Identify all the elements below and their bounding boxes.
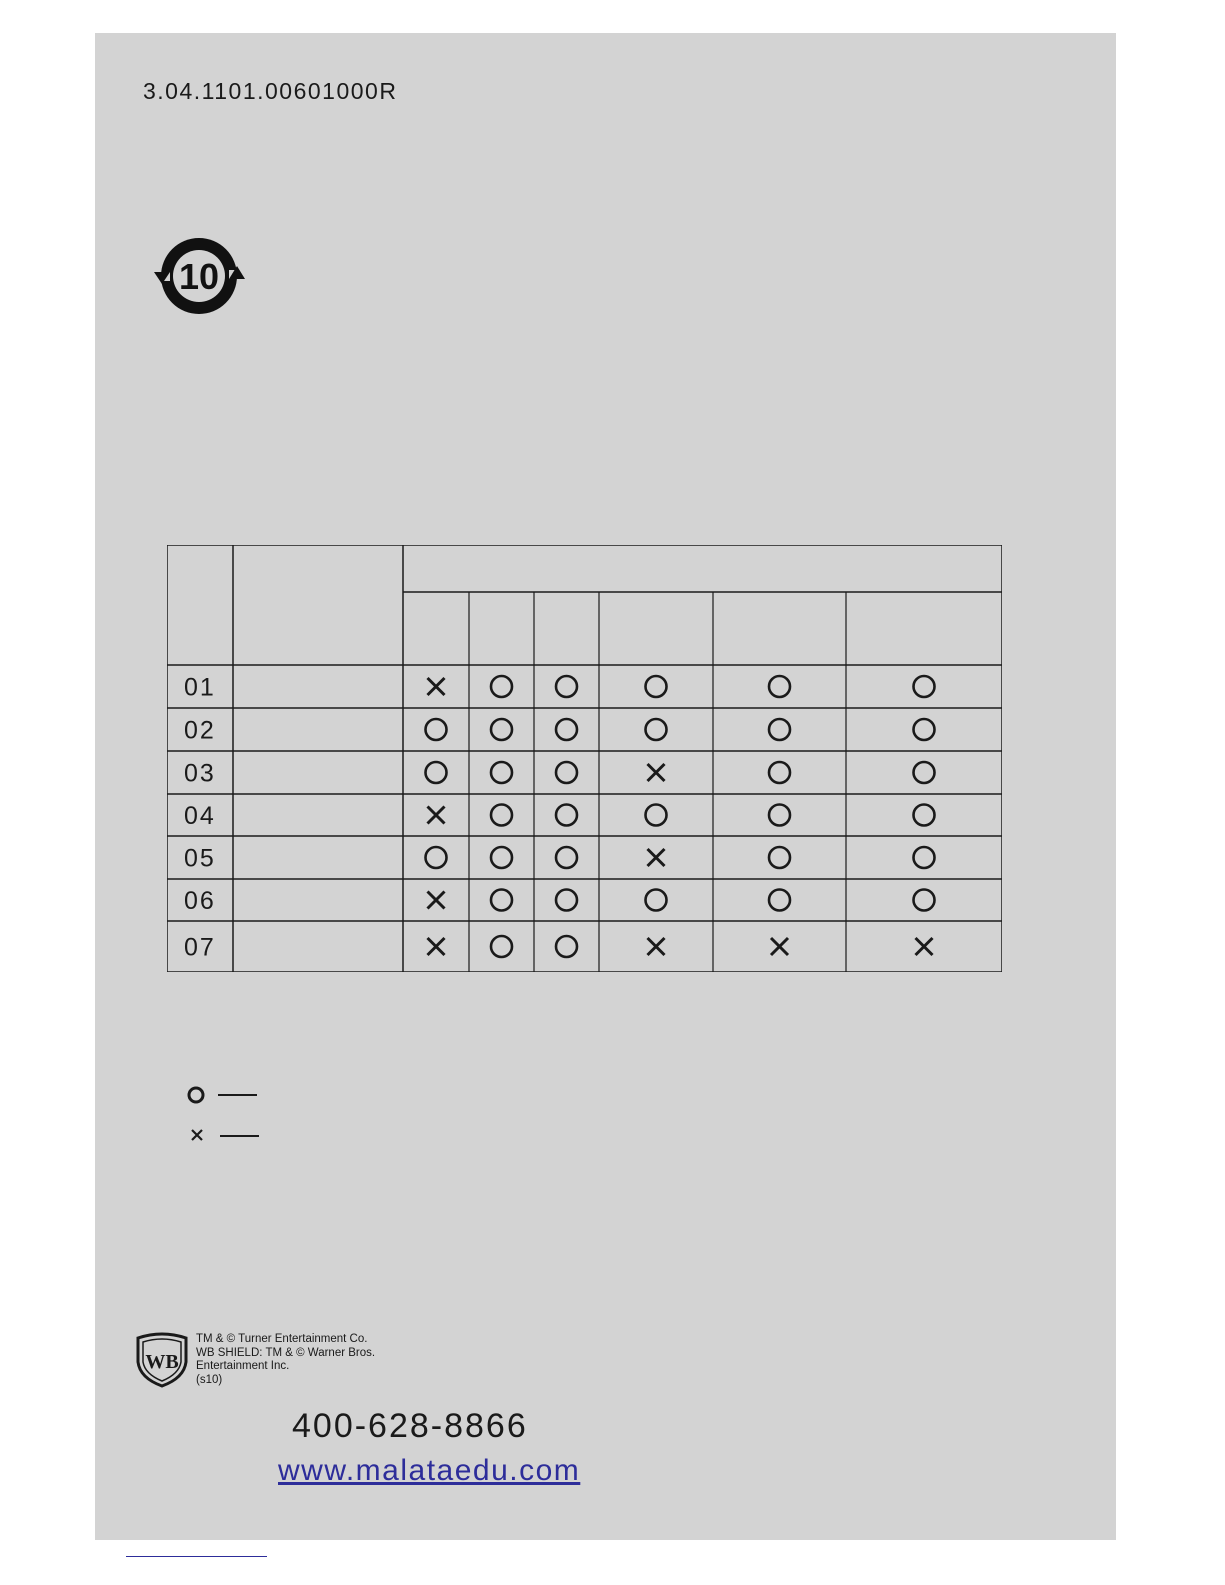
- exceeds-cross-mark: [648, 938, 665, 955]
- compliant-circle-mark: [646, 719, 667, 740]
- hazardous-substances-table: [167, 545, 1002, 972]
- row-number: 07: [184, 933, 216, 962]
- compliant-circle-mark: [769, 805, 790, 826]
- exceeds-cross-mark: [428, 807, 445, 824]
- phone-number: 400-628-8866: [292, 1407, 528, 1445]
- compliant-circle-mark: [556, 847, 577, 868]
- row-number: 03: [184, 759, 216, 788]
- compliant-circle-mark: [491, 676, 512, 697]
- legend-circle-icon: [186, 1085, 208, 1107]
- compliant-circle-mark: [914, 847, 935, 868]
- bottom-rule: [126, 1556, 267, 1557]
- row-number: 05: [184, 844, 216, 873]
- row-number: 02: [184, 716, 216, 745]
- compliant-circle-mark: [491, 936, 512, 957]
- legal-line: TM & © Turner Entertainment Co.: [196, 1333, 368, 1345]
- compliant-circle-mark: [491, 890, 512, 911]
- document-code: 3.04.1101.00601000R: [143, 78, 398, 104]
- compliant-circle-mark: [769, 762, 790, 783]
- exceeds-cross-mark: [428, 938, 445, 955]
- legal-notice: [196, 1333, 375, 1387]
- row-number: 01: [184, 673, 216, 702]
- legend-dash: [218, 1094, 257, 1096]
- wb-shield-logo-icon: [134, 1332, 190, 1388]
- exceeds-cross-mark: [771, 938, 788, 955]
- legal-line: (s10): [196, 1373, 223, 1386]
- compliant-circle-mark: [646, 890, 667, 911]
- exceeds-cross-mark: [428, 678, 445, 695]
- compliant-circle-mark: [769, 847, 790, 868]
- row-number: 04: [184, 802, 216, 830]
- epup-logo-number: 10: [178, 256, 220, 297]
- compliant-circle-mark: [769, 676, 790, 697]
- compliant-circle-mark: [426, 762, 447, 783]
- compliant-circle-mark: [491, 762, 512, 783]
- compliant-circle-mark: [646, 676, 667, 697]
- compliant-circle-mark: [556, 719, 577, 740]
- compliant-circle-mark: [914, 890, 935, 911]
- compliant-circle-mark: [769, 719, 790, 740]
- compliant-circle-mark: [426, 719, 447, 740]
- legend-cross-icon: [189, 1127, 207, 1145]
- website-link[interactable]: www.malataedu.com: [278, 1454, 581, 1487]
- exceeds-cross-mark: [916, 938, 933, 955]
- compliant-circle-mark: [914, 719, 935, 740]
- compliant-circle-mark: [556, 936, 577, 957]
- compliant-circle-mark: [556, 805, 577, 826]
- epup-10-year-logo-icon: [152, 234, 247, 318]
- compliant-circle-mark: [426, 847, 447, 868]
- exceeds-cross-mark: [648, 849, 665, 866]
- compliant-circle-mark: [491, 847, 512, 868]
- compliant-circle-mark: [769, 890, 790, 911]
- compliant-circle-mark: [914, 762, 935, 783]
- compliant-circle-mark: [491, 805, 512, 826]
- wb-shield-letters: WB: [145, 1351, 179, 1373]
- compliant-circle-mark: [491, 719, 512, 740]
- exceeds-cross-mark: [428, 892, 445, 909]
- compliant-circle-mark: [556, 676, 577, 697]
- compliant-circle-mark: [556, 890, 577, 911]
- legal-line: Entertainment Inc.: [196, 1360, 290, 1372]
- compliant-circle-mark: [914, 676, 935, 697]
- legal-line: WB SHIELD: TM & © Warner Bros.: [196, 1346, 376, 1359]
- compliant-circle-mark: [914, 805, 935, 826]
- exceeds-cross-mark: [648, 764, 665, 781]
- compliant-circle-mark: [556, 762, 577, 783]
- legend-dash: [220, 1135, 259, 1137]
- row-number: 06: [184, 887, 216, 915]
- compliant-circle-mark: [646, 805, 667, 826]
